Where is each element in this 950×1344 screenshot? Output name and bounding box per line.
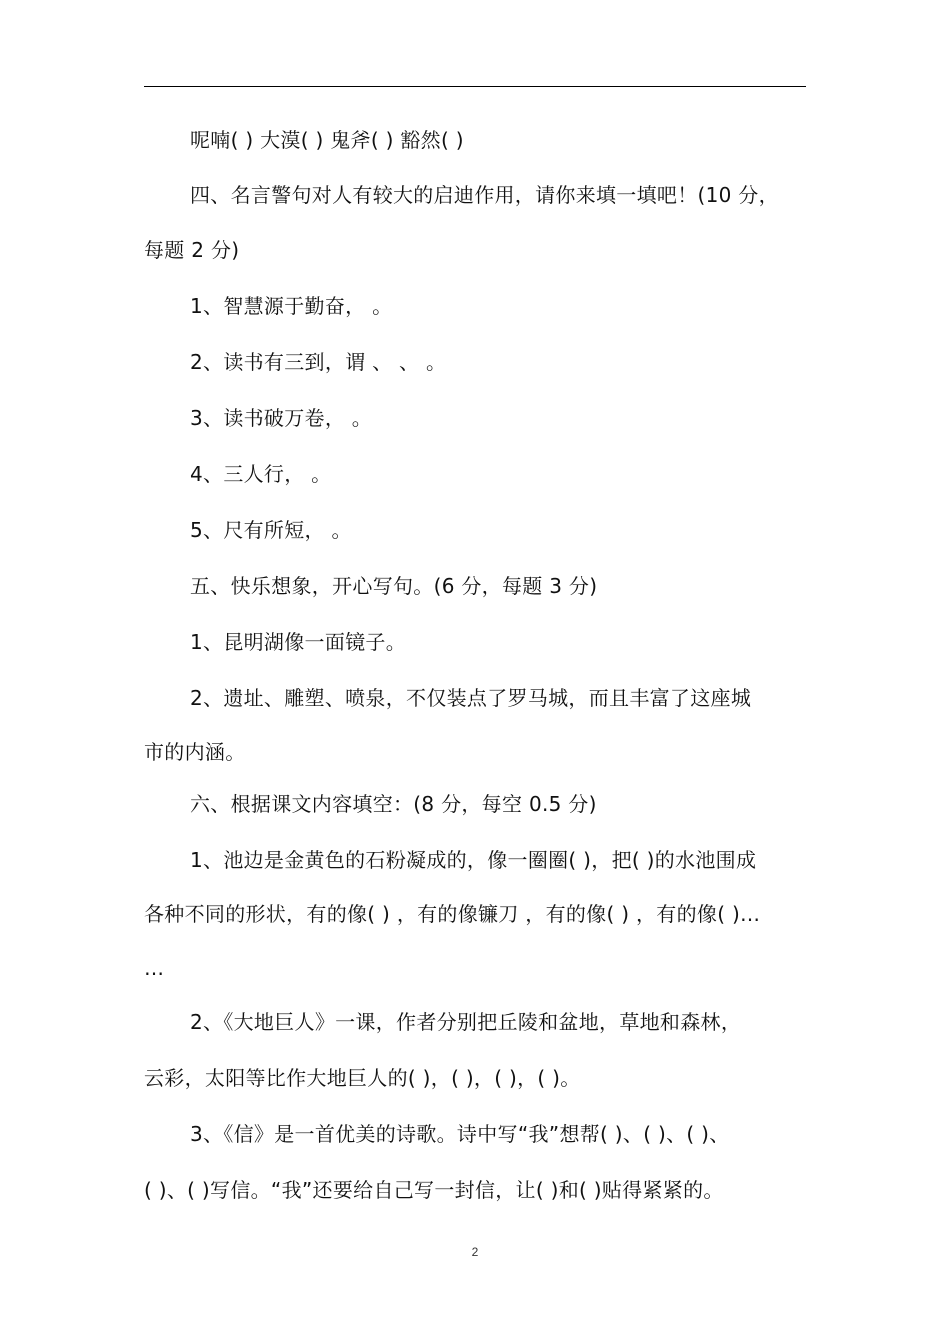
idiom-blanks-line: 呢喃( ) 大漠( ) 鬼斧( ) 豁然( ) — [190, 128, 464, 152]
header-rule — [144, 86, 806, 87]
quote-item-5: 5、尺有所短， 。 — [190, 518, 352, 542]
quote-item-2: 2、读书有三到，谓 、 、 。 — [190, 350, 447, 374]
section-six-heading: 六、根据课文内容填空：(8 分，每空 0.5 分) — [190, 792, 597, 816]
fill-item-2-cont: 云彩，太阳等比作大地巨人的( )，( )，( )，( )。 — [144, 1066, 581, 1090]
fill-item-2: 2、《大地巨人》一课，作者分别把丘陵和盆地，草地和森林， — [190, 1010, 742, 1034]
fill-item-1-ellipsis: … — [144, 956, 165, 980]
fill-item-3: 3、《信》是一首优美的诗歌。诗中写“我”想帮( )、( )、( )、 — [190, 1122, 730, 1146]
fill-item-3-cont: ( )、( )写信。“我”还要给自己写一封信，让( )和( )贴得紧紧的。 — [144, 1178, 724, 1202]
section-five-heading: 五、快乐想象，开心写句。(6 分，每题 3 分) — [190, 574, 598, 598]
section-four-heading: 四、名言警句对人有较大的启迪作用，请你来填一填吧！(10 分， — [190, 183, 779, 207]
quote-item-4: 4、三人行， 。 — [190, 462, 332, 486]
quote-item-3: 3、读书破万卷， 。 — [190, 406, 373, 430]
section-four-heading-cont: 每题 2 分) — [144, 238, 240, 262]
sentence-item-2: 2、遗址、雕塑、喷泉，不仅装点了罗马城，而且丰富了这座城 — [190, 686, 752, 710]
fill-item-1: 1、池边是金黄色的石粉凝成的，像一圈圈( )，把( )的水池围成 — [190, 848, 757, 872]
sentence-item-2-cont: 市的内涵。 — [144, 740, 246, 764]
sentence-item-1: 1、昆明湖像一面镜子。 — [190, 630, 407, 654]
page-number: 2 — [471, 1245, 479, 1259]
quote-item-1: 1、智慧源于勤奋， 。 — [190, 294, 393, 318]
fill-item-1-cont: 各种不同的形状，有的像( ) ，有的像镰刀 ，有的像( ) ，有的像( )… — [144, 902, 761, 926]
